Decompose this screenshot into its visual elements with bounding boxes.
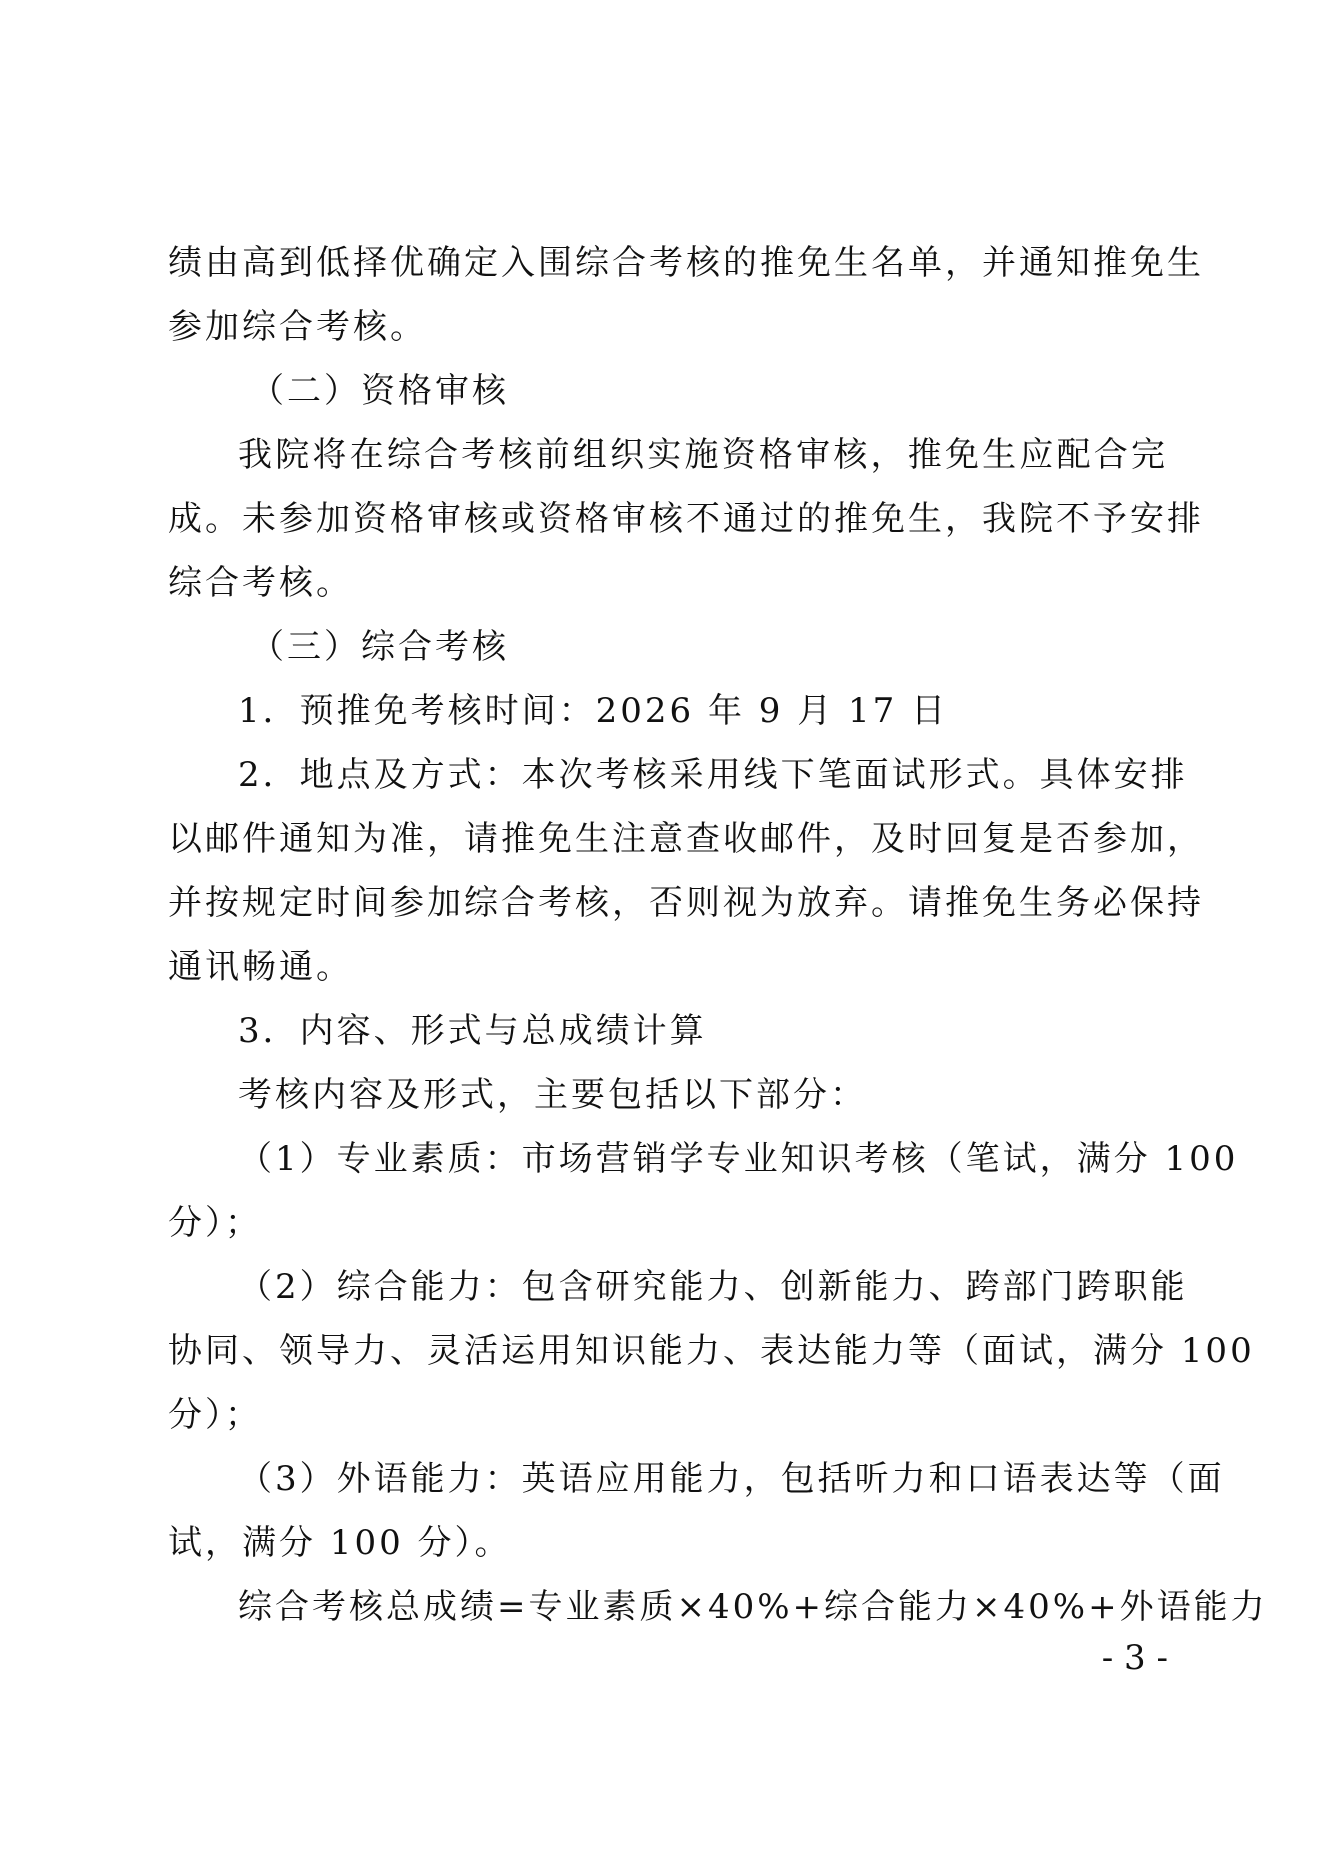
subsection-heading: 3．内容、形式与总成绩计算 [238,1011,707,1051]
paragraph-line: 以邮件通知为准，请推免生注意查收邮件，及时回复是否参加， [168,819,1204,859]
section-heading: （三）综合考核 [250,627,509,667]
paragraph-line: 综合考核总成绩=专业素质×40%+综合能力×40%+外语能力 [238,1587,1268,1627]
paragraph-line: 并按规定时间参加综合考核，否则视为放弃。请推免生务必保持 [168,883,1204,923]
list-item-line: （2）综合能力：包含研究能力、创新能力、跨部门跨职能 [238,1267,1188,1307]
paragraph-line: 绩由高到低择优确定入围综合考核的推免生名单，并通知推免生 [168,243,1204,283]
paragraph-line: 综合考核。 [168,563,353,603]
paragraph-line: 2．地点及方式：本次考核采用线下笔面试形式。具体安排 [238,755,1188,795]
paragraph-line: 参加综合考核。 [168,307,427,347]
list-item-line: （1）专业素质：市场营销学专业知识考核（笔试，满分 100 [238,1139,1239,1179]
list-item-line: 分）； [168,1395,262,1435]
list-item-line: 分）； [168,1203,262,1243]
section-heading: （二）资格审核 [250,371,509,411]
paragraph-line: 考核内容及形式，主要包括以下部分： [238,1075,867,1115]
list-item-line: 试，满分 100 分）。 [168,1523,512,1563]
paragraph-line: 1．预推免考核时间：2026 年 9 月 17 日 [238,691,949,731]
paragraph-line: 我院将在综合考核前组织实施资格审核，推免生应配合完 [238,435,1168,475]
paragraph-line: 成。未参加资格审核或资格审核不通过的推免生，我院不予安排 [168,499,1204,539]
list-item-line: 协同、领导力、灵活运用知识能力、表达能力等（面试，满分 100 [168,1331,1255,1371]
page-number: - 3 - [1101,1638,1168,1678]
paragraph-line: 通讯畅通。 [168,947,353,987]
list-item-line: （3）外语能力：英语应用能力，包括听力和口语表达等（面 [238,1459,1225,1499]
